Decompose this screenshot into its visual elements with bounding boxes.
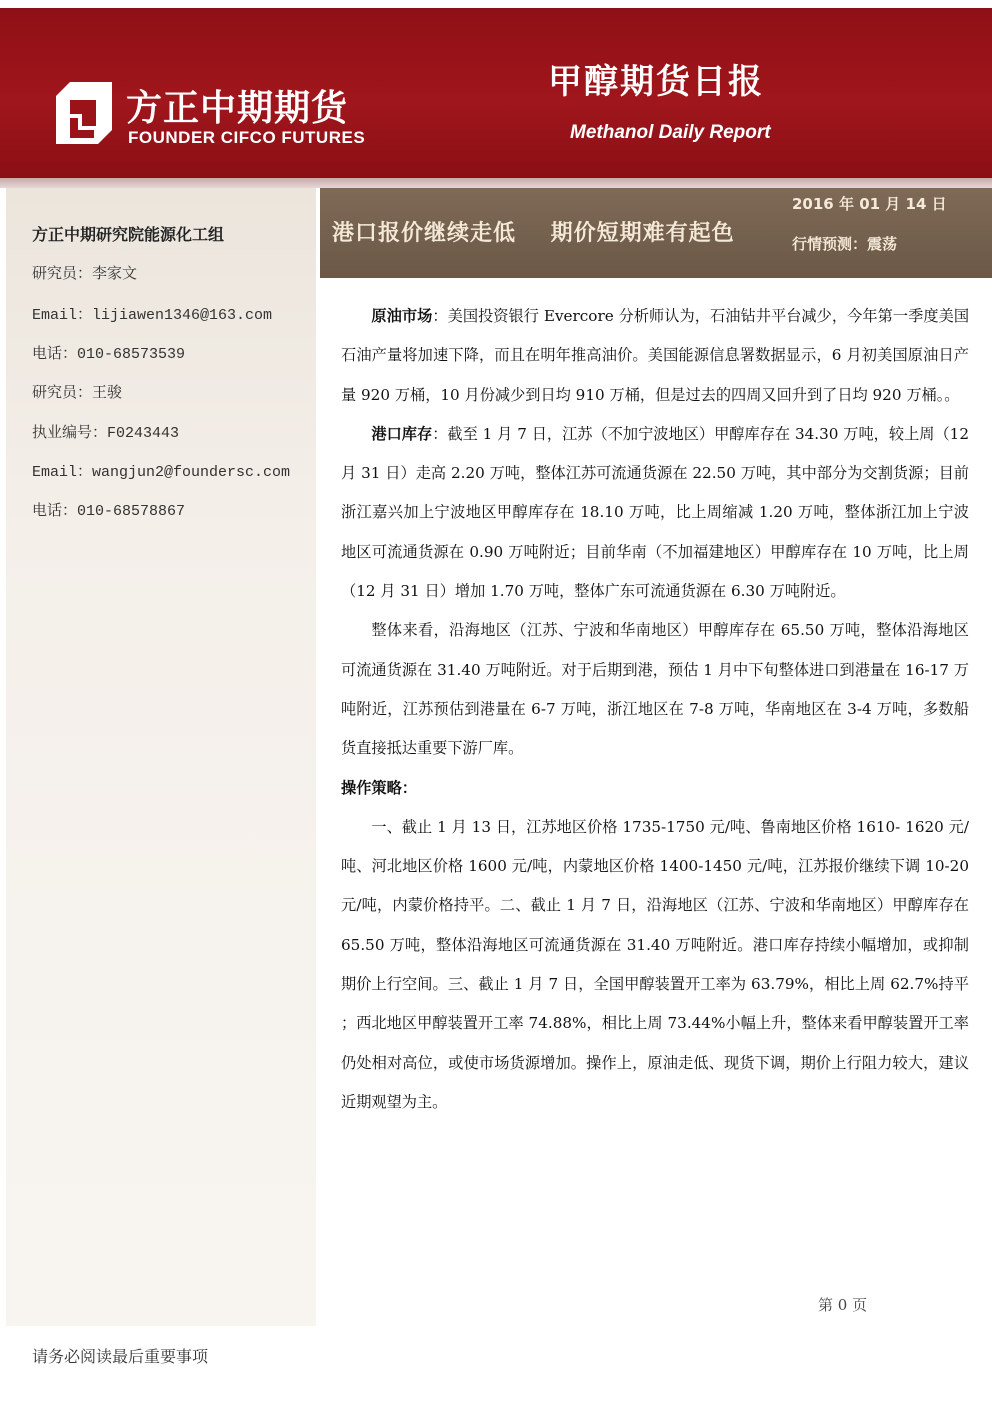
- company-name-cn: 方正中期期货: [126, 88, 349, 129]
- report-date: 2016 年 01 月 14 日: [792, 195, 947, 213]
- market-forecast: 行情预测：震荡: [792, 235, 898, 253]
- paragraph-text: ：截至 1 月 7 日，江苏（不加宁波地区）甲醇库存在 34.30 万吨，较上周（12 月 31 日）走高 2.20 万吨，整体江苏可流通货源在 22.50 万吨，其中部分为交割货源；目前浙江嘉兴加上宁波地区甲醇库存在 18.10 万吨，比上周缩减 1.20 万吨，整体浙江加上宁波地区可流通货源在 0.90 万吨附近；目前华南（不加福建地区）甲醇库存在 10 万吨，比上周（12 月 31 日）增加 1.70 万吨，整体广东可流通货源在 6.30 万吨附近。: [341, 424, 969, 601]
- report-title-en: Methanol Daily Report: [570, 122, 771, 143]
- header-divider: [0, 178, 992, 188]
- company-name-en: FOUNDER CIFCO FUTURES: [128, 128, 366, 147]
- researcher-2-name: 研究员：王骏: [32, 385, 123, 402]
- researcher-1-email: Email：lijiawen1346@163.com: [32, 307, 273, 324]
- researcher-1-name: 研究员：李家文: [32, 266, 138, 283]
- strategy-heading: 操作策略：: [341, 778, 417, 797]
- report-title-cn: 甲醇期货日报: [548, 62, 764, 102]
- researcher-2-license: 执业编号：F0243443: [32, 425, 180, 442]
- paragraph-text: ：美国投资银行 Evercore 分析师认为，石油钻井平台减少，今年第一季度美国石油产量将加速下降，而且在明年推高油价。美国能源信息署数据显示，6 月初美国原油日产量 920 万桶，10 月份减少到日均 910 万桶，但是过去的四周又回升到了日均 920 万桶。。: [341, 307, 969, 404]
- paragraph-crude-oil: [341, 297, 969, 415]
- researcher-2-email: Email：wangjun2@foundersc.com: [32, 464, 291, 481]
- research-group: 方正中期研究院能源化工组: [32, 225, 225, 244]
- founder-logo-icon: [56, 82, 112, 144]
- headline-title: 港口报价继续走低 期价短期难有起色: [332, 221, 735, 246]
- paragraph-overall: 整体来看，沿海地区（江苏、宁波和华南地区）甲醇库存在 65.50 万吨，整体沿海地区可流通货源在 31.40 万吨附近。对于后期到港，预估 1 月中下旬整体进口到港量在 16-17 万吨附近，江苏预估到港量在 6-7 万吨，浙江地区在 7-8 万吨，华南地区在 3-4 万吨，多数船货直接抵达重要下游厂库。: [341, 621, 969, 758]
- paragraph-lead: 港口库存: [371, 424, 433, 443]
- researcher-2-phone: 电话：010-68578867: [32, 503, 186, 520]
- researcher-1-phone: 电话：010-68573539: [32, 346, 186, 363]
- report-body: [341, 297, 969, 1122]
- disclaimer-note: 请务必阅读最后重要事项: [32, 1347, 209, 1366]
- paragraph-lead: 原油市场: [371, 307, 433, 325]
- page-number: 第 0 页: [818, 1296, 868, 1314]
- paragraph-strategy: 一、截止 1 月 13 日，江苏地区价格 1735-1750 元/吨、鲁南地区价格 1610- 1620 元/吨、河北地区价格 1600 元/吨，内蒙地区价格 1400-1450 元/吨，江苏报价继续下调 10-20 元/吨，内蒙价格持平。二、截止 1 月 7 日，沿海地区（江苏、宁波和华南地区）甲醇库存在 65.50 万吨，整体沿海地区可流通货源在 31.40 万吨附近。港口库存持续小幅增加，或抑制期价上行空间。三、截止 1 月 7 日，全国甲醇装置开工率为 63.79%，相比上周 62.7%持平 ；西北地区甲醇装置开工率 74.88%，相比上周 73.44%小幅上升，整体来看甲醇装置开工率仍处相对高位，或使市场货源增加。操作上，原油走低、现货下调，期价上行阻力较大，建议近期观望为主。: [341, 817, 969, 1111]
- paragraph-port-inventory: [341, 415, 969, 611]
